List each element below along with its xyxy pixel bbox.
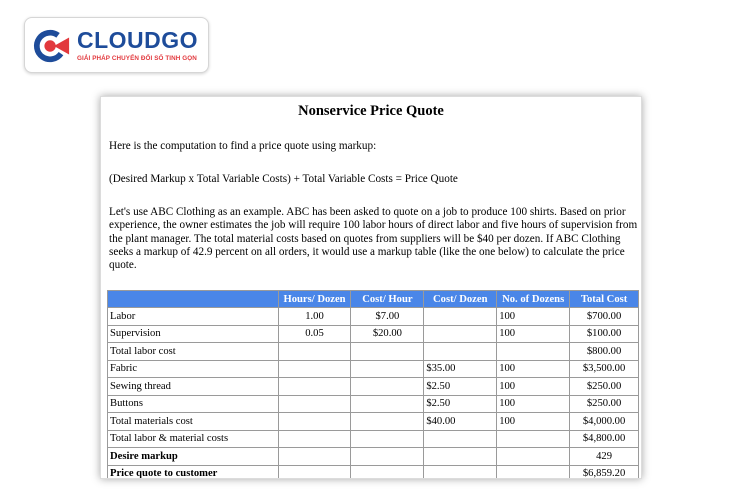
number-of-dozens-cell: 100 xyxy=(497,378,570,396)
document-page xyxy=(100,96,642,479)
hours-per-dozen-cell xyxy=(278,413,351,431)
number-of-dozens-cell: 100 xyxy=(497,413,570,431)
cost-per-hour-cell xyxy=(351,448,424,466)
cost-per-dozen-cell: $35.00 xyxy=(424,360,497,378)
cost-per-hour-cell xyxy=(351,343,424,361)
hours-per-dozen-cell xyxy=(278,395,351,413)
cost-per-dozen-cell xyxy=(424,465,497,479)
cost-per-hour-cell: $7.00 xyxy=(351,308,424,326)
formula-paragraph: (Desired Markup x Total Variable Costs) + Total Variable Costs = Price Quote xyxy=(109,173,458,185)
hours-per-dozen-cell xyxy=(278,465,351,479)
hours-per-dozen-cell xyxy=(278,343,351,361)
cost-per-hour-cell xyxy=(351,465,424,479)
cost-per-hour-cell xyxy=(351,413,424,431)
cost-per-dozen-cell: $2.50 xyxy=(424,395,497,413)
table-row xyxy=(108,378,639,396)
intro-paragraph: Here is the computation to find a price quote using markup: xyxy=(109,140,377,152)
page-title: Nonservice Price Quote xyxy=(298,103,444,119)
total-cost-cell: $6,859.20 xyxy=(570,465,639,479)
row-label-cell: Total labor & material costs xyxy=(108,430,279,448)
col-header-total-cost: Total Cost xyxy=(570,291,639,308)
brand-logo xyxy=(24,17,209,73)
col-header-cost-hour: Cost/ Hour xyxy=(351,291,424,308)
total-cost-cell: $100.00 xyxy=(570,325,639,343)
number-of-dozens-cell xyxy=(497,430,570,448)
table-row xyxy=(108,395,639,413)
number-of-dozens-cell xyxy=(497,465,570,479)
cost-per-dozen-cell xyxy=(424,343,497,361)
col-header-label xyxy=(108,291,279,308)
markup-table xyxy=(107,290,639,479)
row-label-cell: Fabric xyxy=(108,360,279,378)
total-cost-cell: $250.00 xyxy=(570,395,639,413)
cloudgo-logo-icon xyxy=(33,27,71,65)
row-label-cell: Buttons xyxy=(108,395,279,413)
hours-per-dozen-cell xyxy=(278,360,351,378)
col-header-hours-dozen: Hours/ Dozen xyxy=(278,291,351,308)
hours-per-dozen-cell: 1.00 xyxy=(278,308,351,326)
example-paragraph: Let's use ABC Clothing as an example. ABC has been asked to quote on a job to produce 100 shirts. Based on prior experience, the owner estimates the job will require 100 labor hours of direct labor and five hours of supervision from the plant manager. The total material costs based on quotes from suppliers will be $40 per dozen. If ABC Clothing seeks a markup of 42.9 percent on all orders, it would use a markup table (like the one below) to calculate the price quote. xyxy=(109,206,638,272)
table-row xyxy=(108,325,639,343)
hours-per-dozen-cell xyxy=(278,378,351,396)
total-cost-cell: $4,800.00 xyxy=(570,430,639,448)
total-cost-cell: $250.00 xyxy=(570,378,639,396)
cost-per-hour-cell xyxy=(351,378,424,396)
cost-per-dozen-cell xyxy=(424,448,497,466)
total-cost-cell: $3,500.00 xyxy=(570,360,639,378)
row-label-cell: Price quote to customer xyxy=(108,465,279,479)
row-label-cell: Total labor cost xyxy=(108,343,279,361)
table-row xyxy=(108,308,639,326)
hours-per-dozen-cell xyxy=(278,430,351,448)
hours-per-dozen-cell: 0.05 xyxy=(278,325,351,343)
col-header-cost-dozen: Cost/ Dozen xyxy=(424,291,497,308)
cost-per-hour-cell xyxy=(351,395,424,413)
col-header-dozens: No. of Dozens xyxy=(497,291,570,308)
table-row xyxy=(108,413,639,431)
number-of-dozens-cell xyxy=(497,448,570,466)
logo-name: CLOUDGO xyxy=(77,27,199,53)
table-row xyxy=(108,430,639,448)
row-label-cell: Sewing thread xyxy=(108,378,279,396)
cost-per-dozen-cell xyxy=(424,308,497,326)
table-header-row xyxy=(108,291,639,308)
cost-per-dozen-cell: $40.00 xyxy=(424,413,497,431)
total-cost-cell: $4,000.00 xyxy=(570,413,639,431)
total-cost-cell: $700.00 xyxy=(570,308,639,326)
number-of-dozens-cell: 100 xyxy=(497,395,570,413)
number-of-dozens-cell xyxy=(497,343,570,361)
logo-tagline: GIẢI PHÁP CHUYỂN ĐỔI SỐ TINH GỌN xyxy=(77,55,197,62)
cost-per-dozen-cell xyxy=(424,325,497,343)
table-row xyxy=(108,448,639,466)
row-label-cell: Labor xyxy=(108,308,279,326)
total-cost-cell: $800.00 xyxy=(570,343,639,361)
cost-per-dozen-cell: $2.50 xyxy=(424,378,497,396)
row-label-cell: Supervision xyxy=(108,325,279,343)
number-of-dozens-cell: 100 xyxy=(497,308,570,326)
cost-per-hour-cell xyxy=(351,430,424,448)
table-row xyxy=(108,465,639,479)
row-label-cell: Desire markup xyxy=(108,448,279,466)
table-row xyxy=(108,360,639,378)
number-of-dozens-cell: 100 xyxy=(497,360,570,378)
number-of-dozens-cell: 100 xyxy=(497,325,570,343)
cost-per-dozen-cell xyxy=(424,430,497,448)
table-body xyxy=(108,308,639,480)
row-label-cell: Total materials cost xyxy=(108,413,279,431)
table-row xyxy=(108,343,639,361)
total-cost-cell: 429 xyxy=(570,448,639,466)
cost-per-hour-cell xyxy=(351,360,424,378)
hours-per-dozen-cell xyxy=(278,448,351,466)
cost-per-hour-cell: $20.00 xyxy=(351,325,424,343)
